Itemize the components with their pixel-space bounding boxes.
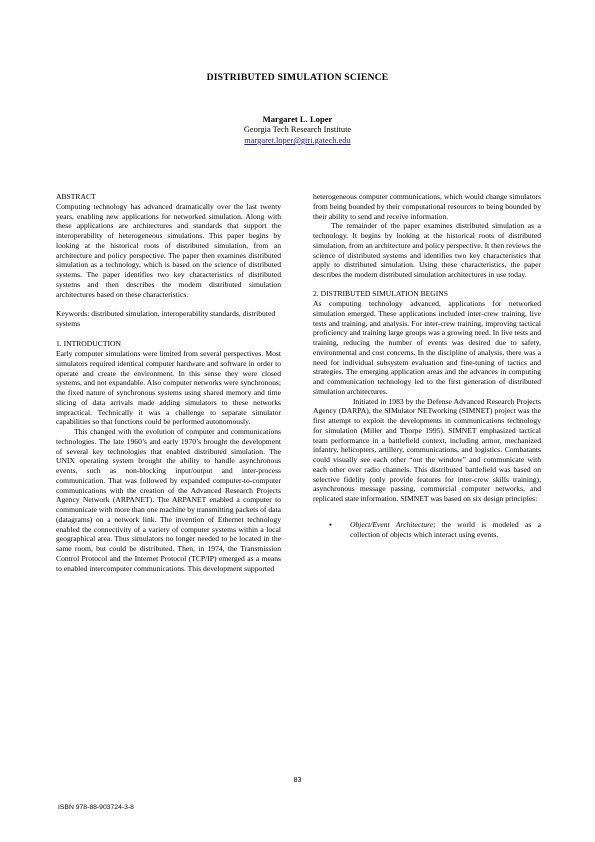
section-2-paragraph-1: As computing technology advanced, applications for networked simulation emerged. These applications included inter-crew training, live tests and training, and analysis. For inter-crew training, improving tactical proficiency and training large groups was a growing need. In live tests and training, reducing the number of events was desired due to safety, environmental and cost concerns. In the discipline of analysis, there was a need for individual subsystem evaluation and fine-tuning of tactics and strategies. The emerging application areas and the advances in computing and communication technology led to the first generation of distributed simulation architectures. [313,299,541,396]
keywords: Keywords: distributed simulation, interoperability standards, distributed systems [56,308,276,328]
intro-paragraph-1: Early computer simulations were limited from several perspectives. Most simulators required identical computer hardware and software in order to operate and create the environment. In this sense they were closed systems, and not expandable. Also computer networks were synchronous; the fixed nature of synchronous systems using shared memory and time slicing of data arrivals made adding simulators to these networks impractical. Technically it was a challenge to separate simulator capabilities so that functions could be performed autonomously. [56,349,281,427]
bullet-icon: ▪ [329,519,332,529]
intro-paragraph-2-continued: heterogeneous computer communications, which would change simulators from being bounded by their computational resources to being bounded by their ability to send and receive information. [313,192,541,221]
intro-paragraph-3: The remainder of the paper examines distributed simulation as a technology. It begins by looking at the historical roots of distributed simulation, from an architecture and policy perspective. It then reviews the science of distributed systems and identifies two key characteristics that apply to distributed simulation. Using these characteristics, the paper describes the modern distributed simulation architectures in use today. [313,221,541,279]
author-name: Margaret L. Loper [262,114,333,124]
author-email-line [0,136,595,145]
introduction-heading: 1. INTRODUCTION [56,339,121,349]
intro-paragraph-2: This changed with the evolution of computer and communications technologies. The late 1960’s and early 1970’s brought the development of several key technologies that enabled distributed simulation. The UNIX operating system brought the ability to handle asynchronous events, such as non-blocking input/output and inter-process communication. That was followed by expanded computer-to-computer communications with the creation of the Advanced Research Projects Agency Network (ARPANET). The ARPANET enabled a computer to communicate with more than one machine by transmitting packets of data (datagrams) on a network link. The invention of Ethernet technology enabled the connectivity of a variety of computer systems within a local geographical area. Thus simulators no longer needed to be located in the same room, but could be distributed. Then, in 1974, the Transmission Control Protocol and the Internet Protocol (TCP/IP) emerged as a means to enabled intercomputer communications. This development supported [56,427,281,573]
page-number: 83 [293,777,302,784]
bullet-text: ; the world is modeled as a collection of objects which interact using events. [350,519,542,539]
isbn: ISBN 978-88-903724-3-8 [58,804,134,811]
section-2-heading: 2. DISTRIBUTED SIMULATION BEGINS [313,289,448,299]
bullet-term: Object/Event Architecture [350,519,434,529]
abstract-heading: ABSTRACT [56,192,96,201]
design-principles-list [313,520,541,540]
author-email-link[interactable]: margaret.loper@gtri.gatech.edu [244,136,351,145]
section-2-paragraph-2: Initiated in 1983 by the Defense Advanced Research Projects Agency (DARPA), the SIMulator NETworking (SIMNET) project was the first attempt to exploit the developments in communications technology for simulation (Miller and Thorpe 1995). SIMNET emphasized tactical team performance in a battlefield context, including armor, mechanized infantry, helicopters, artillery, communications, and logistics. Combatants could visually see each other “out the window” and communicate with each other over radio channels. This distributed battlefield was based on selective fidelity (only provide features for inter-crew skills training), asynchronous message passing, commercial computer networks, and replicated state information. SIMNET was based on six design principles: [313,396,541,503]
right-column [313,192,541,539]
abstract-text: Computing technology has advanced dramatically over the last twenty years, enabling new applications for networked simulation. Along with these applications are architectures and standards that support the interoperability of heterogeneous simulations. This paper begins by looking at the historical roots of distributed simulation, from an architecture and policy perspective. The paper then examines distributed simulation as a technology, which is based on the science of distributed systems. The paper identifies two key characteristics of distributed systems and then describes the modern distributed simulation architectures based on these characteristics. [56,201,281,299]
author-affiliation: Georgia Tech Research Institute [243,125,352,134]
paper-title: DISTRIBUTED SIMULATION SCIENCE [206,72,389,83]
list-item [313,520,541,540]
left-column [56,192,281,573]
